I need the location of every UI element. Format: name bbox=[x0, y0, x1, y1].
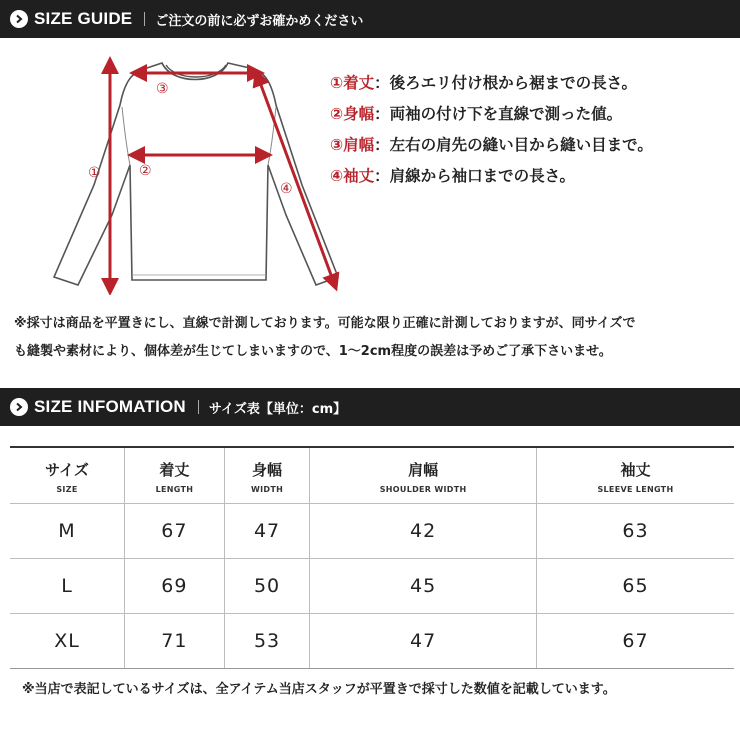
header-length: 着丈 LENGTH bbox=[124, 447, 224, 503]
label-sleeve: ④ bbox=[280, 181, 293, 197]
size-info-title: SIZE INFOMATION bbox=[34, 397, 186, 416]
size-guide-title: SIZE GUIDE bbox=[34, 9, 133, 28]
cell-width: 53 bbox=[224, 613, 310, 668]
table-row bbox=[10, 558, 734, 613]
size-guide-header bbox=[0, 0, 740, 38]
cell-length: 71 bbox=[124, 613, 224, 668]
cell-length: 69 bbox=[124, 558, 224, 613]
table-row bbox=[10, 503, 734, 558]
size-guide-subtitle: ご注文の前に必ずお確かめください bbox=[155, 13, 364, 29]
cell-sleeve-length: 67 bbox=[536, 613, 734, 668]
size-info-subtitle: サイズ表【単位：cm】 bbox=[208, 401, 347, 417]
cell-sleeve-length: 65 bbox=[536, 558, 734, 613]
chevron-right-circle-icon bbox=[10, 10, 28, 28]
cell-width: 47 bbox=[224, 503, 310, 558]
cell-shoulder-width: 47 bbox=[310, 613, 537, 668]
cell-shoulder-width: 45 bbox=[310, 558, 537, 613]
header-width: 身幅 WIDTH bbox=[224, 447, 310, 503]
cell-width: 50 bbox=[224, 558, 310, 613]
chevron-right-circle-icon bbox=[10, 398, 28, 416]
header-shoulder-width: 肩幅 SHOULDER WIDTH bbox=[310, 447, 537, 503]
size-table bbox=[10, 446, 734, 669]
shirt-measurement-diagram bbox=[40, 55, 340, 295]
cell-size: M bbox=[10, 503, 124, 558]
cell-shoulder-width: 42 bbox=[310, 503, 537, 558]
label-length: ① bbox=[88, 165, 101, 181]
table-header-row bbox=[10, 447, 734, 503]
cell-size: L bbox=[10, 558, 124, 613]
measurement-note: ※採寸は商品を平置きにし、直線で計測しております。可能な限り正確に計測しておりますが、同サイズで も縫製や素材により、個体差が生じてしまいますので、1～2cm程度の誤差は予めご了承下さいませ。 bbox=[14, 316, 636, 359]
divider bbox=[198, 400, 199, 414]
measurement-legend bbox=[330, 66, 653, 190]
header-size: サイズ SIZE bbox=[10, 447, 124, 503]
divider bbox=[144, 12, 145, 26]
size-info-header bbox=[0, 388, 740, 426]
legend-item-width: ②身幅 ：両袖の付け下を直線で測った値。 bbox=[330, 104, 623, 123]
label-width: ② bbox=[139, 163, 152, 179]
legend-item-sleeve: ④袖丈 ：肩線から袖口までの長さ。 bbox=[330, 166, 576, 185]
table-row bbox=[10, 613, 734, 668]
header-sleeve-length: 袖丈 SLEEVE LENGTH bbox=[536, 447, 734, 503]
legend-item-length: ①着丈 ：後ろエリ付け根から裾までの長さ。 bbox=[330, 73, 638, 92]
cell-length: 67 bbox=[124, 503, 224, 558]
legend-item-shoulder: ③肩幅 ：左右の肩先の縫い目から縫い目まで。 bbox=[330, 135, 653, 154]
cell-sleeve-length: 63 bbox=[536, 503, 734, 558]
store-measurement-note: ※当店で表記しているサイズは、全アイテム当店スタッフが平置きで採寸した数値を記載しています。 bbox=[22, 682, 616, 697]
sleeve-arrow bbox=[258, 77, 334, 283]
label-shoulder: ③ bbox=[156, 81, 169, 97]
cell-size: XL bbox=[10, 613, 124, 668]
